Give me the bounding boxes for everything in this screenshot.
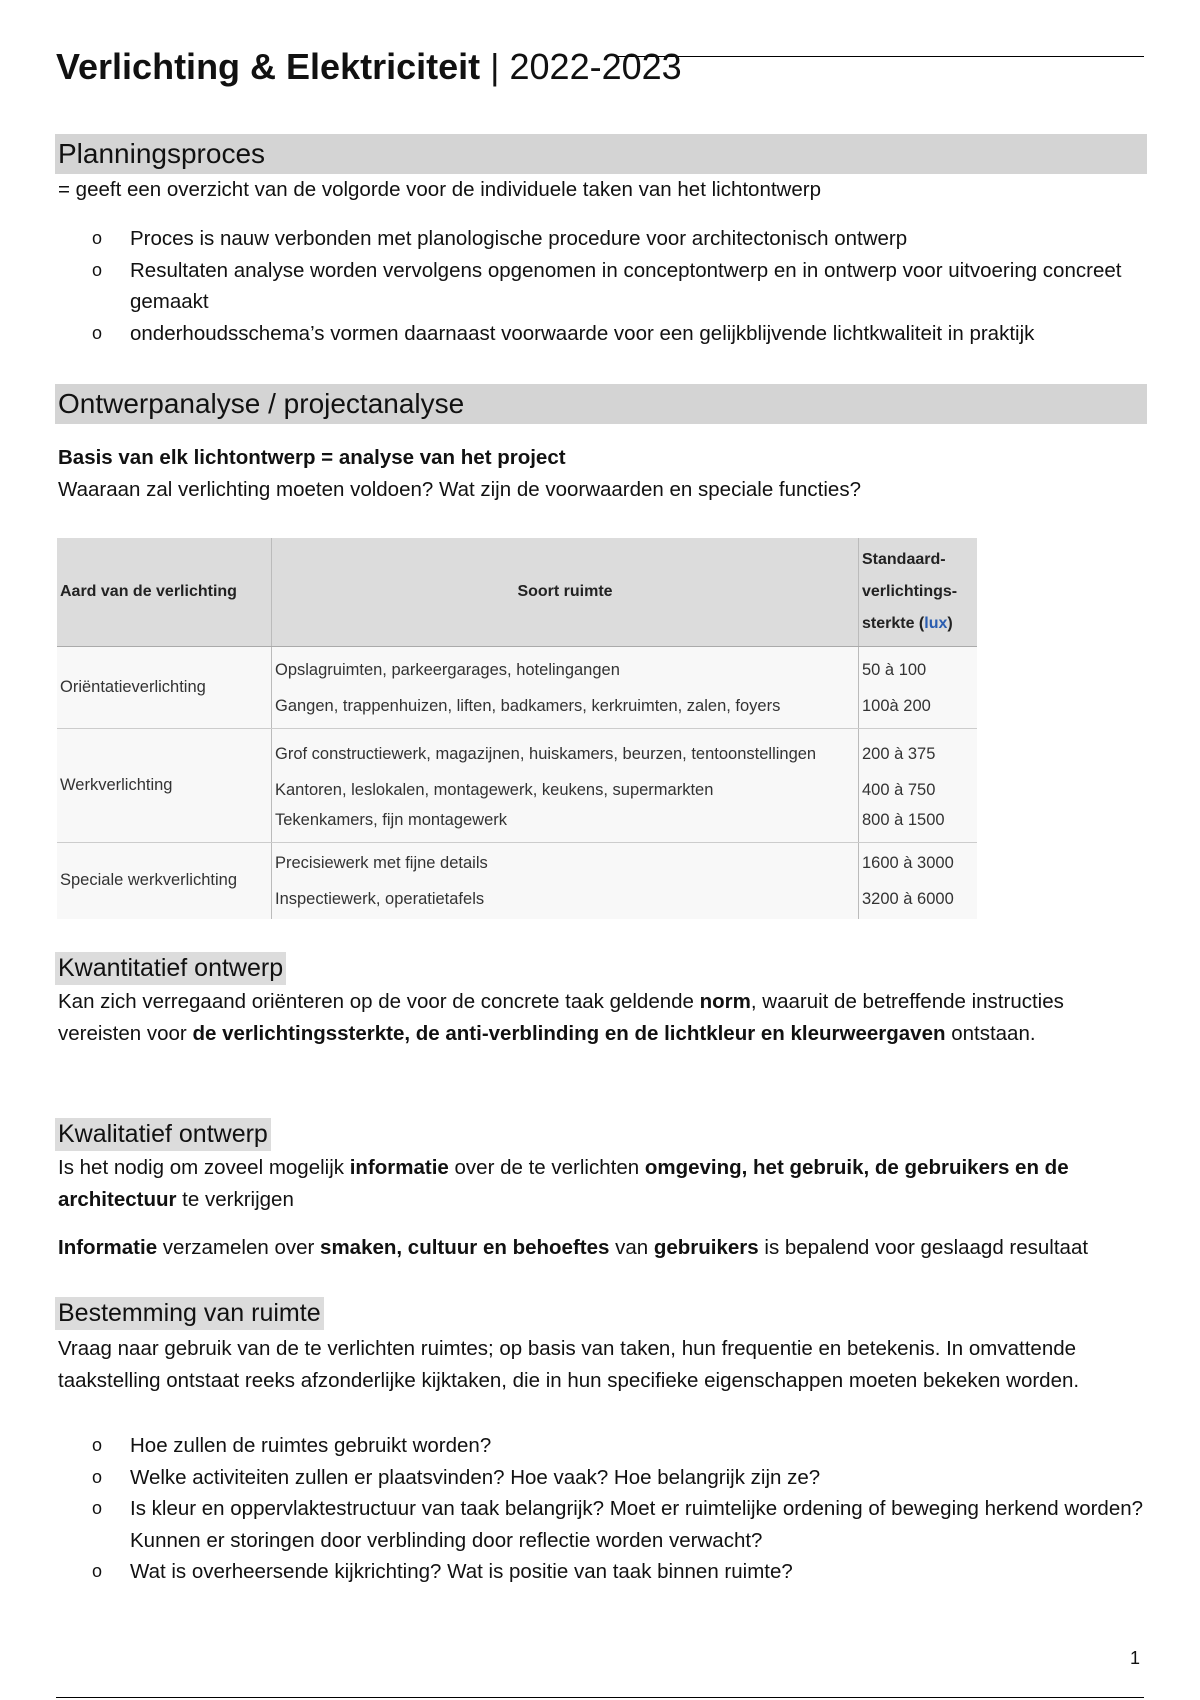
analysis-bold-line: Basis van elk lichtontwerp = analyse van het project	[58, 446, 566, 469]
text-run: verzamelen over	[157, 1236, 321, 1259]
lux-value: 200 à 375	[862, 744, 936, 763]
quantitative-paragraph	[58, 986, 1148, 1050]
space-cell	[272, 729, 859, 843]
text-run: te verkrijgen	[176, 1188, 294, 1211]
space-line: Gangen, trappenhuizen, liften, badkamers, kerkruimten, zalen, foyers	[275, 696, 781, 715]
lux-link[interactable]: lux	[924, 615, 948, 632]
list-item	[58, 1430, 1148, 1462]
list-item	[58, 1493, 1148, 1556]
qualitative-information-line	[58, 1232, 1148, 1264]
lux-value: 50 à 100	[862, 660, 927, 679]
space-line: Precisiewerk met fijne details	[275, 853, 488, 872]
lux-value: 3200 à 6000	[862, 889, 954, 908]
bold-run: de verlichtingssterkte, de anti-verblinding en de lichtkleur en kleurweergaven	[192, 1022, 946, 1045]
table-row	[57, 647, 977, 729]
header-rule	[616, 56, 1144, 57]
space-line: Kantoren, leslokalen, montagewerk, keukens, supermarkten	[275, 780, 714, 799]
planning-bullet-list	[58, 223, 1148, 349]
column-header-lux-line2: verlichtings-	[862, 583, 958, 600]
space-line: Tekenkamers, fijn montagewerk	[275, 810, 508, 829]
list-item-text: Wat is overheersende kijkrichting? Wat is positie van taak binnen ruimte?	[130, 1560, 793, 1583]
list-item	[58, 1462, 1148, 1494]
table-row	[57, 729, 977, 843]
column-header-lux-close: )	[947, 615, 953, 632]
table-row	[57, 843, 977, 919]
text-run: is bepalend voor geslaagd resultaat	[758, 1236, 1089, 1259]
lighting-type-cell: Oriëntatieverlichting	[57, 647, 272, 729]
text-run: van	[609, 1236, 654, 1259]
column-header-lux-line1: Standaard-	[862, 551, 946, 568]
bullet-marker: o	[92, 1561, 103, 1581]
text-run: over de te verlichten	[448, 1156, 645, 1179]
space-cell	[272, 843, 859, 919]
list-item-text: Resultaten analyse worden vervolgens opgenomen in conceptontwerp en in ontwerp voor uitvoering concreet gemaakt	[130, 258, 1122, 313]
text-run: Kan zich verregaand oriënteren op de voor de concrete taak geldende	[58, 990, 700, 1013]
list-item-text: Is kleur en oppervlaktestructuur van taak belangrijk? Moet er ruimtelijke ordening of beweging herkend worden? Kunnen er storingen door verblinding door reflectie worden verwacht?	[130, 1497, 1144, 1552]
lux-cell	[859, 843, 978, 919]
destination-bullet-list	[58, 1430, 1148, 1588]
illuminance-table	[57, 538, 977, 919]
table-header-row	[57, 538, 977, 647]
bullet-marker: o	[92, 259, 103, 280]
list-item-text: Hoe zullen de ruimtes gebruikt worden?	[130, 1434, 492, 1457]
lux-cell	[859, 647, 978, 729]
list-item-text: Proces is nauw verbonden met planologische procedure voor architectonisch ontwerp	[130, 227, 908, 250]
column-header-lux-line3: sterkte (	[862, 615, 925, 632]
column-header-lux	[859, 538, 978, 647]
bold-run: smaken, cultuur en behoeftes	[320, 1236, 610, 1259]
lux-value: 800 à 1500	[862, 810, 945, 829]
list-item	[58, 223, 1148, 255]
space-line: Grof constructiewerk, magazijnen, huiskamers, beurzen, tentoonstellingen	[275, 744, 817, 763]
bullet-marker: o	[92, 322, 103, 343]
column-header-type: Aard van de verlichting	[57, 538, 272, 647]
lux-value: 400 à 750	[862, 780, 936, 799]
list-item-text: onderhoudsschema’s vormen daarnaast voorwaarde voor een gelijkblijvende lichtkwaliteit in praktijk	[130, 321, 1035, 345]
space-line: Inspectiewerk, operatietafels	[275, 889, 485, 908]
planning-definition: = geeft een overzicht van de volgorde voor de individuele taken van het lichtontwerp	[58, 178, 821, 201]
bullet-marker: o	[92, 1498, 103, 1518]
destination-paragraph: Vraag naar gebruik van de te verlichten ruimtes; op basis van taken, hun frequentie en betekenis. In omvattende taakstelling ontstaat reeks afzonderlijke kijktaken, die in hun specifieke eigenschappen moeten bekeken worden.	[58, 1337, 1080, 1392]
document-title	[56, 46, 682, 88]
bold-run: norm	[699, 990, 751, 1013]
section-heading-planning: Planningsproces	[55, 134, 1147, 174]
bold-run: informatie	[349, 1156, 449, 1179]
space-line: Opslagruimten, parkeergarages, hotelingangen	[275, 660, 620, 679]
title-separator: |	[490, 46, 500, 87]
section-heading-analysis: Ontwerpanalyse / projectanalyse	[55, 384, 1147, 424]
text-run: ontstaan.	[945, 1022, 1036, 1045]
bullet-marker: o	[92, 1435, 103, 1455]
column-header-space: Soort ruimte	[272, 538, 859, 647]
lighting-type-cell: Speciale werkverlichting	[57, 843, 272, 919]
bold-run: gebruikers	[653, 1236, 759, 1259]
title-text: Verlichting & Elektriciteit	[56, 46, 481, 87]
page-number: 1	[1130, 1648, 1141, 1668]
subheading-destination: Bestemming van ruimte	[55, 1297, 324, 1330]
list-item-text: Welke activiteiten zullen er plaatsvinden? Hoe vaak? Hoe belangrijk zijn ze?	[130, 1465, 821, 1489]
bullet-marker: o	[92, 1466, 103, 1487]
list-item	[58, 318, 1148, 350]
qualitative-paragraph	[58, 1152, 1148, 1216]
title-year: 2022-2023	[509, 46, 682, 87]
footer-rule	[56, 1697, 1144, 1698]
lux-cell	[859, 729, 978, 843]
subheading-quantitative: Kwantitatief ontwerp	[55, 952, 286, 985]
space-cell	[272, 647, 859, 729]
bullet-marker: o	[92, 228, 103, 248]
lux-value: 100à 200	[862, 696, 931, 715]
bold-run: Informatie	[58, 1236, 158, 1259]
lighting-type-cell: Werkverlichting	[57, 729, 272, 843]
lux-value: 1600 à 3000	[862, 853, 954, 872]
page-header	[56, 46, 1144, 102]
text-run: Is het nodig om zoveel mogelijk	[58, 1156, 350, 1179]
bold-run: omgeving, het gebruik, de gebruikers en de architectuur	[58, 1156, 1069, 1211]
list-item	[58, 255, 1148, 318]
text-run: , waaruit de betreffende instructies vereisten voor	[58, 990, 1064, 1045]
analysis-question: Waaraan zal verlichting moeten voldoen? Wat zijn de voorwaarden en speciale functies?	[58, 478, 861, 501]
subheading-qualitative: Kwalitatief ontwerp	[55, 1118, 271, 1151]
list-item	[58, 1556, 1148, 1588]
